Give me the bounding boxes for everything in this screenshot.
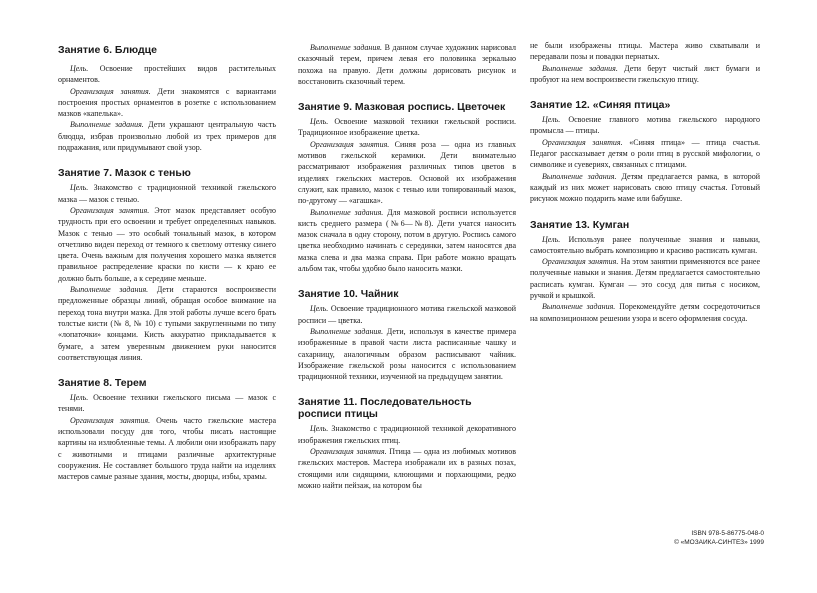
paragraph: Цель. Знакомство с традиционной техникой декоративного изображения гжельских птиц.	[298, 424, 517, 445]
paragraph: Выполнение задания. Детям предлагается рамка, в которой каждый из них может нарисовать свою птицу счастья. Готовый рисунок можно подарить маме или бабушке.	[530, 171, 760, 204]
paragraph: Цель. Знакомство с традиционной техникой гжельского мазка — мазок с тенью.	[58, 183, 276, 204]
paragraph: Выполнение задания. Дети берут чистый лист бумаги и пробуют на нем воспроизвести гжельскую птицу.	[530, 63, 761, 84]
paragraph: Цель. Освоение простейших видов растительных орнаментов.	[58, 64, 276, 85]
paragraph: Цель. Освоение техники гжельского письма — мазок с тенями.	[58, 393, 277, 414]
paragraph: Выполнение задания. В данном случае художник нарисовал сказочный терем, причем левая его половинка зеркально похожа на правую. Дети должны дорисовать рисунок и восстановить сказочный терем.	[298, 43, 516, 86]
paragraph: Организация занятия. Этот мазок представляет особую трудность при его освоении и требует определенных навыков. Мазок с тенью — это особый тональный мазок, в котором отчетливо виден переход от темного к светлому оттенку синего цвета. Очень важным для получения хорошего мазка является правильное распределение краски по кисти — к краю ее должно быть больше, а к середине меньше.	[58, 205, 277, 283]
section-title-13: Занятие 13. Кумган	[530, 218, 630, 231]
paragraph: Организация занятия. На этом занятии применяются все ранее полученные навыки и знания. Детям предлагается самостоятельно расписать кумган. Кумган — это сосуд для питья с носиком, ручкой и крышкой.	[530, 257, 760, 301]
paragraph: Цель. Освоение традиционного мотива гжельской мазковой росписи — цветка.	[298, 304, 517, 325]
paragraph: Выполнение задания. Дети стараются воспроизвести предложенные образцы линий, обращая особое внимание на переход тона внутри мазка. Для этой работы лучше всего брать толстые кисти (№ 8, № 10) с тупыми закругленными по типу «лопаточки» концами. Кисть аккуратно прикладывается к бумаге, а затем уверенным движением руки наносится соответствующая линия.	[58, 285, 276, 362]
section-title-9: Занятие 9. Мазковая роспись. Цветочек	[298, 101, 506, 114]
section-title-12: Занятие 12. «Синяя птица»	[530, 99, 671, 112]
paragraph: Выполнение задания. Для мазковой росписи используется кисть среднего размера (№6—№8). Дети учатся наносить мазок сначала в одну сторону, потом в другую. Роспись самого цветка необходимо начинать с серединки, затем наносятся два мазка слева и два мазка справа. При работе можно вращать альбом так, чтобы удобно было наносить мазки.	[298, 207, 516, 274]
paragraph: Организация занятия. «Синяя птица» — птица счастья. Педагог рассказывает детям о роли птиц в русской мифологии, о символике и суевериях, связанных с птицами.	[530, 137, 761, 170]
paragraph: Организация занятия. Синяя роза — одна из главных мотивов гжельской керамики. Дети внимательно рассматривают изображения различных типов цветов в изделиях гжельских мастеров. Основой их изображения служит, как правило, мазок с тенью или топированный мазок, по-другому — «агашка».	[298, 139, 517, 206]
column-right	[530, 40, 760, 324]
paragraph: Выполнение задания. Дети украшают центральную часть блюдца, избрав произвольно любой из трех примеров для подражания, или придумывают свой узор.	[58, 120, 276, 153]
paragraph: Выполнение задания. Дети, используя в качестве примера изображенные в правой части листа расписанные чашку и сахарницу, аналогичным образом расписывают чайник. Изображение гжельской розы наносится с использованием традиционной техники, изученной на предыдущем занятии.	[298, 326, 516, 382]
section-title-10: Занятие 10. Чайник	[298, 288, 399, 301]
copyright: © «МОЗАИКА-СИНТЕЗ» 1999	[674, 539, 764, 546]
section-title-6: Занятие 6. Блюдце	[58, 44, 157, 56]
paragraph: Организация занятия. Очень часто гжельские мастера использовали посуду для того, чтобы писать настоящие картины на излюбленные темы. А любили они изображать пару с животными и птицами различные архитектурные сооружения. Не составляет большого труда найти на изделиях мастеров самые разные здания, мосты, дворцы, избы, храмы.	[58, 415, 276, 482]
column-left	[58, 40, 276, 483]
paragraph: Цель. Используя ранее полученные знания и навыки, самостоятельно выбрать композицию и красиво расписать кумган.	[530, 234, 761, 255]
paragraph: Цель. Освоение мазковой техники гжельской росписи. Традиционное изображение цветка.	[298, 117, 516, 138]
imprint	[640, 529, 764, 547]
paragraph: Организация занятия. Птица — одна из любимых мотивов гжельских мастеров. Мастера изображали их в разных позах, стоящими или сидящими, клюющими и порхающими, редко можно найти пейзаж, на котором бы	[298, 447, 516, 490]
isbn: ISBN 978-5-86775-048-0	[691, 530, 764, 537]
paragraph: Выполнение задания. Порекомендуйте детям сосредоточиться на композиционном решении узора и всего оформления сосуда.	[530, 302, 760, 323]
section-title-7: Занятие 7. Мазок с тенью	[58, 167, 191, 180]
paragraph: Организация занятия. Дети знакомятся с вариантами построения простых орнаментов в розетке с использованием мазков «капелька».	[58, 86, 276, 119]
column-middle	[298, 42, 516, 491]
section-title-11: Занятие 11. Последовательность росписи птицы	[298, 396, 472, 421]
paragraph: Цель. Освоение главного мотива гжельского народного промысла — птицы.	[530, 115, 761, 136]
paragraph: не были изображены птицы. Мастера живо схватывали и передавали позы и повадки пернатых.	[530, 41, 760, 62]
section-title-8: Занятие 8. Терем	[58, 377, 147, 390]
